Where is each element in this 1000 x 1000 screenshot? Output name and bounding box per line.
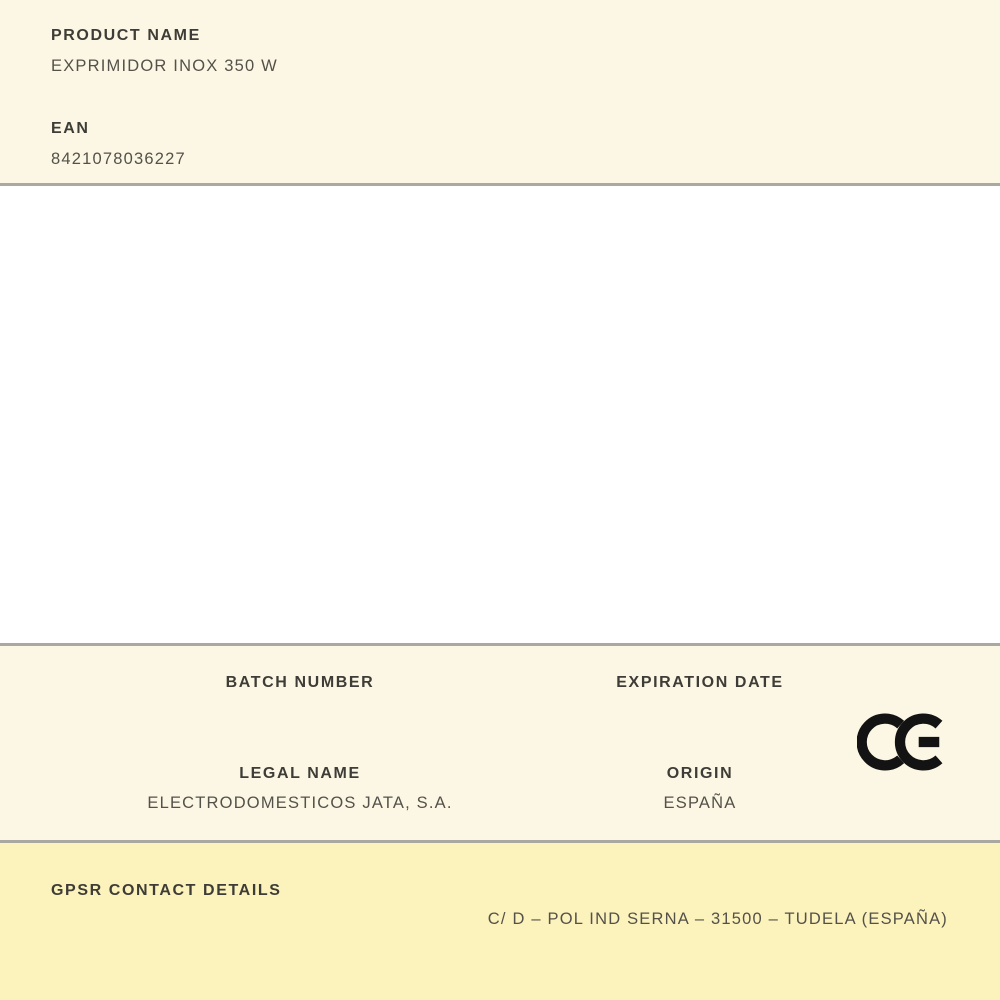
ean-label: EAN bbox=[51, 120, 90, 137]
gpsr-label: GPSR CONTACT DETAILS bbox=[51, 882, 282, 899]
legal-name-label: LEGAL NAME bbox=[239, 765, 361, 782]
product-name-field bbox=[51, 27, 950, 76]
gpsr-address: C/ D – POL IND SERNA – 31500 – TUDELA (ESPAÑA) bbox=[487, 910, 948, 928]
ce-marking-icon bbox=[857, 712, 943, 774]
origin-label: ORIGIN bbox=[666, 765, 734, 782]
ean-field bbox=[51, 120, 950, 169]
expiration-date-field bbox=[600, 674, 800, 692]
compliance-grid bbox=[0, 674, 1000, 813]
batch-number-field bbox=[0, 674, 600, 692]
product-info-section bbox=[0, 0, 1000, 186]
product-image-area bbox=[0, 186, 1000, 646]
batch-number-label: BATCH NUMBER bbox=[225, 674, 375, 691]
legal-name-field bbox=[0, 765, 600, 813]
compliance-left-column bbox=[0, 674, 600, 813]
product-name-label: PRODUCT NAME bbox=[51, 27, 201, 44]
origin-value: ESPAÑA bbox=[663, 794, 737, 812]
expiration-date-label: EXPIRATION DATE bbox=[616, 674, 784, 691]
legal-name-value: ELECTRODOMESTICOS JATA, S.A. bbox=[147, 794, 453, 812]
product-name-value: EXPRIMIDOR INOX 350 W bbox=[51, 57, 278, 75]
ean-value: 8421078036227 bbox=[51, 150, 186, 168]
compliance-right-column bbox=[600, 674, 800, 813]
origin-field bbox=[600, 765, 800, 813]
gpsr-section bbox=[0, 843, 1000, 1000]
compliance-section bbox=[0, 646, 1000, 843]
